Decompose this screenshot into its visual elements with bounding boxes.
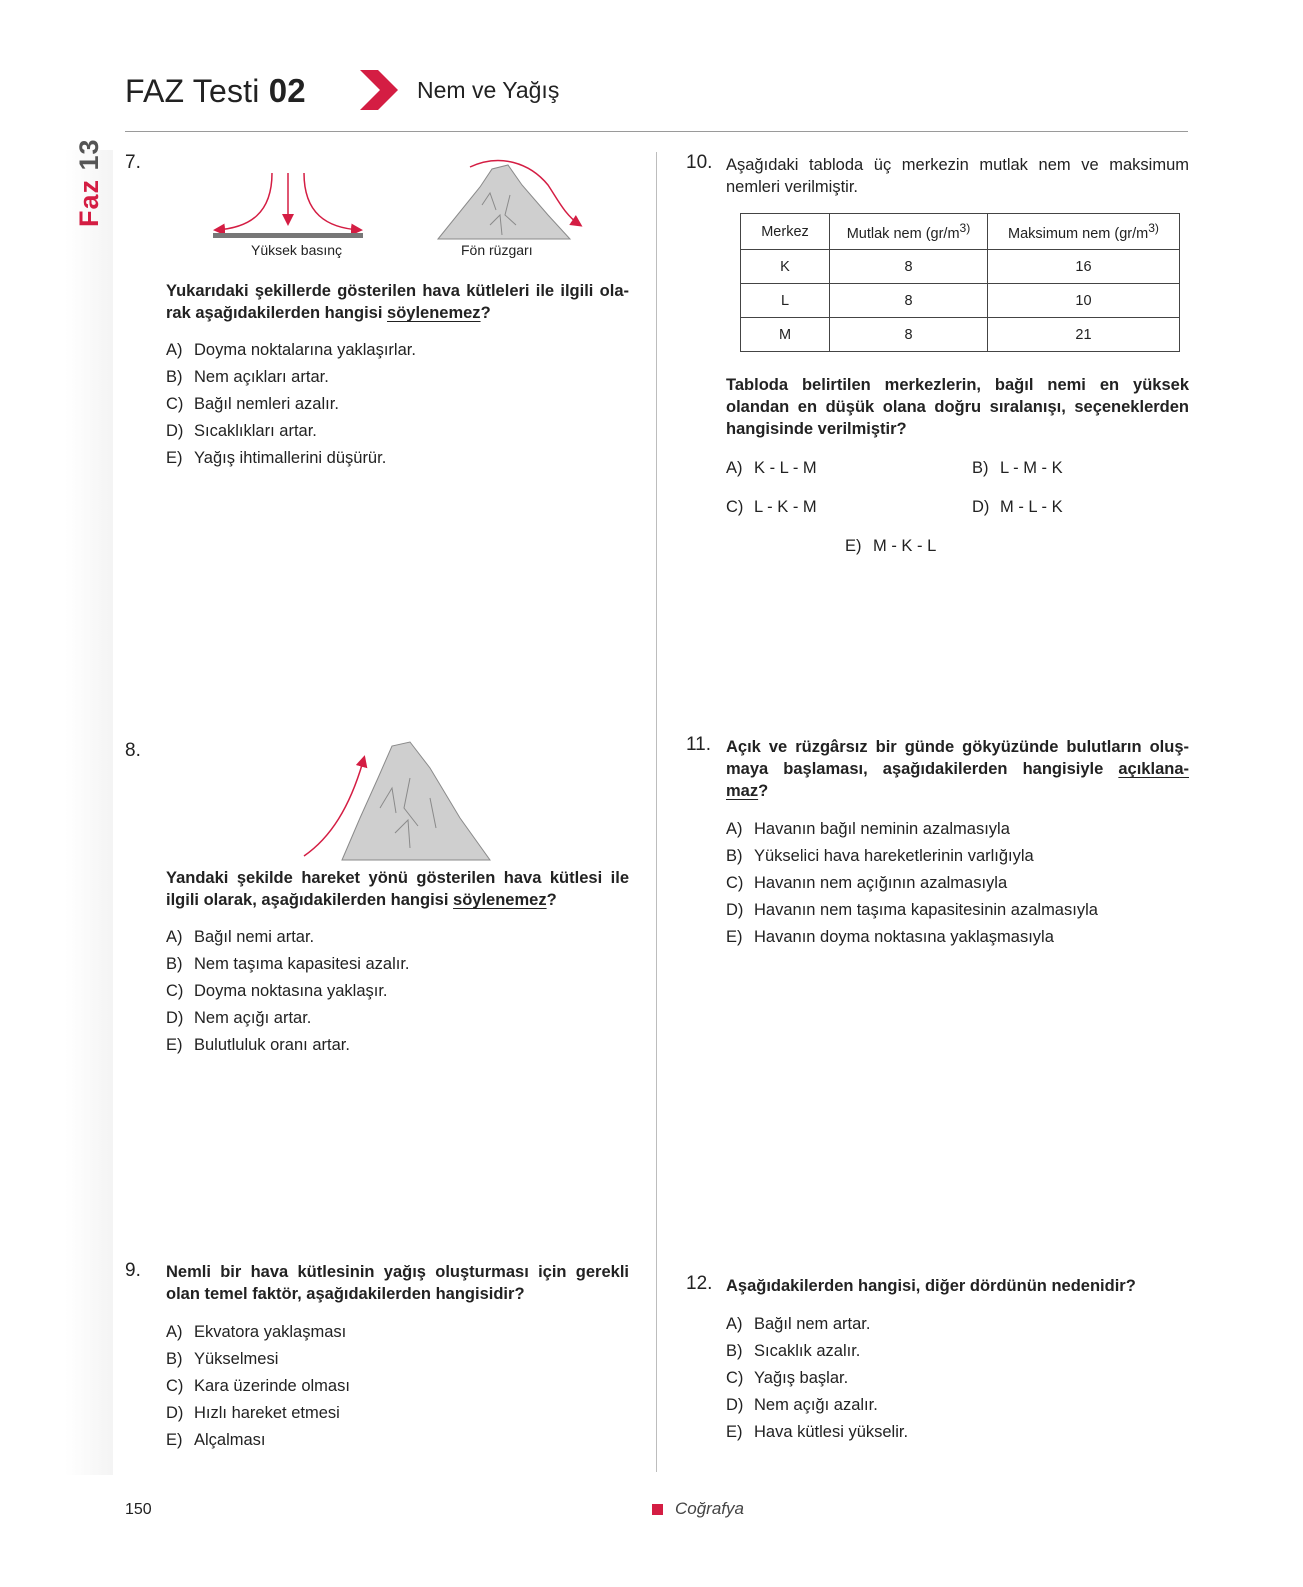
answer-option[interactable] bbox=[972, 458, 1063, 478]
answer-option[interactable] bbox=[166, 421, 317, 441]
table-header bbox=[988, 214, 1180, 250]
figure-caption: Fön rüzgarı bbox=[461, 242, 533, 258]
option-text: K - L - M bbox=[754, 459, 817, 477]
table-cell: 16 bbox=[988, 250, 1180, 284]
table-cell: 8 bbox=[830, 284, 988, 318]
answer-option[interactable] bbox=[726, 873, 1007, 893]
option-letter: A) bbox=[166, 928, 183, 946]
option-letter: A) bbox=[726, 820, 743, 838]
option-text: Nem taşıma kapasitesi azalır. bbox=[194, 955, 410, 973]
option-letter: E) bbox=[726, 928, 743, 946]
table-header-row bbox=[741, 214, 1180, 250]
square-bullet-icon bbox=[652, 1504, 663, 1515]
option-text: Yağış ihtimallerini düşürür. bbox=[194, 449, 387, 467]
stem-emphasis: söylenemez bbox=[387, 304, 481, 322]
answer-option[interactable] bbox=[726, 1395, 878, 1415]
column-divider bbox=[656, 152, 657, 1472]
subject-label: Coğrafya bbox=[675, 1499, 744, 1518]
option-text: Bağıl nemleri azalır. bbox=[194, 395, 339, 413]
answer-option[interactable] bbox=[972, 497, 1063, 517]
answer-option[interactable] bbox=[726, 927, 1054, 947]
question-number: 8. bbox=[125, 740, 141, 761]
test-number: 02 bbox=[268, 72, 306, 109]
test-title bbox=[125, 72, 306, 110]
topic-title: Nem ve Yağış bbox=[417, 77, 560, 103]
option-letter: C) bbox=[726, 874, 744, 892]
option-letter: B) bbox=[166, 1350, 183, 1368]
stem-end: ? bbox=[758, 782, 769, 800]
stem-emphasis: söylenemez bbox=[453, 891, 547, 909]
option-letter: B) bbox=[972, 459, 989, 477]
question-number: 12. bbox=[686, 1273, 713, 1294]
side-tab-label: Faz bbox=[74, 178, 104, 227]
answer-option[interactable] bbox=[166, 340, 416, 360]
option-letter: E) bbox=[845, 537, 862, 555]
question-stem: Tabloda belirtilen merkezlerin, bağıl nemi en yüksek olandan en düşük olana doğru sıralanışı, seçeneklerden hangisinde verilmiştir? bbox=[726, 376, 1189, 438]
option-letter: A) bbox=[166, 1323, 183, 1341]
option-text: L - K - M bbox=[754, 498, 817, 516]
table-cell: 8 bbox=[830, 250, 988, 284]
answer-option[interactable] bbox=[166, 981, 388, 1001]
option-text: M - K - L bbox=[873, 537, 937, 555]
option-text: Doyma noktasına yaklaşır. bbox=[194, 982, 388, 1000]
question-number: 7. bbox=[125, 152, 141, 173]
question-stem: Nemli bir hava kütlesinin yağış oluşturması için gerekli olan temel faktör, aşağıdakilerden hangisidir? bbox=[166, 1263, 629, 1303]
option-letter: D) bbox=[726, 901, 744, 919]
table-row bbox=[741, 250, 1180, 284]
option-letter: D) bbox=[726, 1396, 744, 1414]
side-strip bbox=[65, 150, 113, 1475]
answer-option[interactable] bbox=[726, 846, 1034, 866]
table-cell: 8 bbox=[830, 318, 988, 352]
option-letter: C) bbox=[166, 395, 184, 413]
option-letter: C) bbox=[166, 982, 184, 1000]
answer-option[interactable] bbox=[166, 394, 339, 414]
answer-option[interactable] bbox=[166, 1376, 350, 1396]
option-letter: B) bbox=[726, 847, 743, 865]
option-letter: A) bbox=[726, 1315, 743, 1333]
question-stem: Aşağıdakilerden hangisi, diğer dördünün nedenidir? bbox=[726, 1277, 1136, 1295]
option-letter: A) bbox=[166, 341, 183, 359]
answer-option[interactable] bbox=[726, 1422, 908, 1442]
option-letter: C) bbox=[726, 1369, 744, 1387]
question-stem bbox=[166, 280, 629, 324]
answer-option[interactable] bbox=[166, 1349, 278, 1369]
option-text: Nem açığı artar. bbox=[194, 1009, 312, 1027]
table-header bbox=[741, 214, 830, 250]
high-pressure-figure bbox=[210, 168, 365, 243]
answer-option[interactable] bbox=[166, 1322, 346, 1342]
answer-option[interactable] bbox=[166, 1430, 266, 1450]
option-text: Alçalması bbox=[194, 1431, 266, 1449]
option-text: Havanın nem taşıma kapasitesinin azalmasıyla bbox=[754, 901, 1098, 919]
option-letter: C) bbox=[166, 1377, 184, 1395]
option-text: Bağıl nem artar. bbox=[754, 1315, 871, 1333]
header-superscript: 3) bbox=[959, 221, 971, 236]
option-text: Doyma noktalarına yaklaşırlar. bbox=[194, 341, 416, 359]
test-label: FAZ Testi bbox=[125, 73, 260, 109]
header-divider bbox=[125, 131, 1188, 132]
option-letter: D) bbox=[972, 498, 990, 516]
question-stem bbox=[166, 867, 629, 911]
foehn-wind-figure bbox=[430, 155, 585, 243]
option-text: Havanın nem açığının azalmasıyla bbox=[754, 874, 1008, 892]
figure-caption: Yüksek basınç bbox=[251, 242, 343, 258]
option-text: Nem açıkları artar. bbox=[194, 368, 329, 386]
table-cell: M bbox=[741, 318, 830, 352]
question-number: 10. bbox=[686, 152, 713, 173]
option-text: Sıcaklıkları artar. bbox=[194, 422, 317, 440]
humidity-table bbox=[740, 213, 1180, 352]
answer-option[interactable] bbox=[845, 536, 936, 556]
header-superscript: 3) bbox=[1148, 221, 1159, 236]
answer-option[interactable] bbox=[166, 1035, 350, 1055]
option-text: Yükselmesi bbox=[194, 1350, 279, 1368]
option-letter: E) bbox=[166, 449, 183, 467]
orographic-lift-figure bbox=[300, 738, 495, 863]
answer-option[interactable] bbox=[726, 1314, 870, 1334]
option-letter: E) bbox=[166, 1036, 183, 1054]
side-tab-number: 13 bbox=[74, 138, 104, 171]
answer-option[interactable] bbox=[726, 1368, 848, 1388]
stem-end: ? bbox=[546, 891, 557, 909]
header-text: Mutlak nem (gr/m bbox=[846, 225, 960, 242]
option-text: Bulutluluk oranı artar. bbox=[194, 1036, 350, 1054]
option-text: Havanın doyma noktasına yaklaşmasıyla bbox=[754, 928, 1054, 946]
answer-option[interactable] bbox=[166, 954, 410, 974]
option-letter: C) bbox=[726, 498, 744, 516]
answer-option[interactable] bbox=[166, 1008, 311, 1028]
answer-option[interactable] bbox=[166, 927, 314, 947]
table-header bbox=[830, 214, 988, 250]
option-letter: D) bbox=[166, 422, 184, 440]
option-text: Yükselici hava hareketlerinin varlığıyla bbox=[754, 847, 1034, 865]
stem-emphasis: açıklana-maz bbox=[726, 760, 1189, 800]
option-text: Nem açığı azalır. bbox=[754, 1396, 878, 1414]
answer-option[interactable] bbox=[726, 1341, 860, 1361]
option-letter: A) bbox=[726, 459, 743, 477]
chevron-right-icon bbox=[358, 68, 400, 112]
header-text: Maksimum nem (gr/m bbox=[1008, 225, 1149, 242]
table-cell: L bbox=[741, 284, 830, 318]
option-text: Bağıl nemi artar. bbox=[194, 928, 315, 946]
option-text: Yağış başlar. bbox=[754, 1369, 849, 1387]
answer-option[interactable] bbox=[726, 900, 1098, 920]
header-text: Merkez bbox=[761, 223, 809, 240]
stem-text: Açık ve rüzgârsız bir günde gökyüzünde bulutların oluş-maya başlaması, aşağıdakilerden hangisiyle bbox=[726, 738, 1189, 778]
option-text: Havanın bağıl neminin azalmasıyla bbox=[754, 820, 1010, 838]
table-cell: 10 bbox=[988, 284, 1180, 318]
option-text: Hava kütlesi yükselir. bbox=[754, 1423, 909, 1441]
answer-option[interactable] bbox=[166, 1403, 340, 1423]
option-letter: D) bbox=[166, 1404, 184, 1422]
option-letter: E) bbox=[726, 1423, 743, 1441]
page-number: 150 bbox=[125, 1501, 152, 1518]
option-letter: B) bbox=[726, 1342, 743, 1360]
question-intro: Aşağıdaki tabloda üç merkezin mutlak nem ve maksimum nemleri verilmiştir. bbox=[726, 156, 1189, 196]
side-tab bbox=[69, 138, 109, 227]
stem-end: ? bbox=[480, 304, 491, 322]
option-text: Ekvatora yaklaşması bbox=[194, 1323, 347, 1341]
option-letter: E) bbox=[166, 1431, 183, 1449]
table-cell: K bbox=[741, 250, 830, 284]
answer-option[interactable] bbox=[726, 458, 817, 478]
option-letter: D) bbox=[166, 1009, 184, 1027]
option-letter: B) bbox=[166, 955, 183, 973]
stem-text: Yukarıdaki şekillerde gösterilen hava kütleleri ile ilgili ola-rak aşağıdakilerden hangisi bbox=[166, 282, 629, 322]
option-text: Sıcaklık azalır. bbox=[754, 1342, 861, 1360]
option-text: Hızlı hareket etmesi bbox=[194, 1404, 340, 1422]
option-text: M - L - K bbox=[1000, 498, 1063, 516]
option-text: Kara üzerinde olması bbox=[194, 1377, 350, 1395]
answer-option[interactable] bbox=[726, 819, 1010, 839]
answer-option[interactable] bbox=[726, 497, 817, 517]
table-row bbox=[741, 284, 1180, 318]
question-number: 11. bbox=[686, 734, 712, 755]
question-number: 9. bbox=[125, 1260, 141, 1281]
question-stem bbox=[726, 736, 1189, 802]
option-text: L - M - K bbox=[1000, 459, 1063, 477]
option-letter: B) bbox=[166, 368, 183, 386]
table-row bbox=[741, 318, 1180, 352]
stem-text: Yandaki şekilde hareket yönü gösterilen hava kütlesi ile ilgili olarak, aşağıdakilerden hangisi bbox=[166, 869, 629, 909]
answer-option[interactable] bbox=[166, 367, 329, 387]
table-cell: 21 bbox=[988, 318, 1180, 352]
answer-option[interactable] bbox=[166, 448, 386, 468]
